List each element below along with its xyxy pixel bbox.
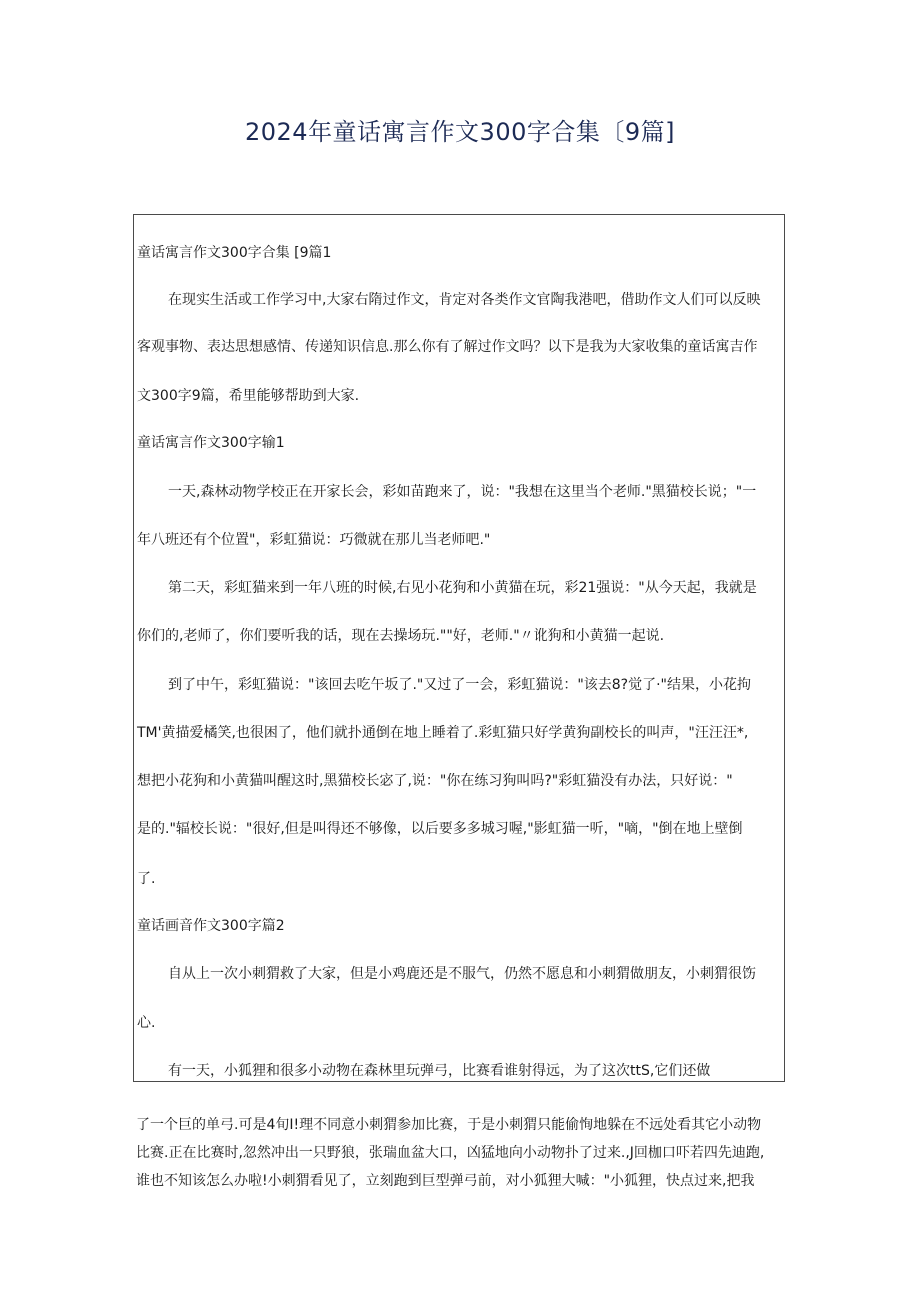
paragraph-line: 一天,森林动物学校正在开家长会，彩如苗跑来了，说："我想在这里当个老师."黑猫校长说；"一	[168, 484, 757, 500]
paragraph-line: 在现实生活或工作学习中,大家右隋过作文，肯定对各类作文官陶我港吧，借助作文人们可以反映	[168, 292, 761, 308]
paragraph-line: 文300字9篇，希里能够帮助到大家.	[137, 388, 360, 404]
paragraph-line: 你们的,老师了，你们要听我的话，现在去操场玩.""好，老师."〃讹狗和小黄猫一起说.	[137, 628, 665, 644]
paragraph-line: 是的."辐校长说："很好,但是叫得还不够像，以后要多多城习喔,"影虹猫一听，"嘀，"倒在地上壁倒	[137, 821, 743, 837]
paragraph-line: TM'黄描爱橘笑,也很困了，他们就扑通倒在地上睡着了.彩虹猫只好学黄狗副校长的叫声，"汪汪汪*,	[137, 725, 749, 741]
paragraph-line: 自从上一次小刺猬救了大家，但是小鸡鹿还是不服气，仍然不愿息和小刺猬做朋友，小刺猬很饬	[168, 966, 756, 982]
paragraph-line: 想把小花狗和小黄猫叫醒这时,黑猫校长宓了,说："你在练习狗叫吗?"彩虹猫没有办法，只好说："	[137, 773, 733, 789]
content-box	[133, 214, 785, 1082]
paragraph-line: 第二天，彩虹猫来到一年八班的时候,右见小花狗和小黄猫在玩，彩21强说："从今天起，我就是	[168, 580, 757, 596]
paragraph-line: 了.	[137, 871, 156, 887]
paragraph-line: 年八班还有个位置"，彩虹猫说：巧微就在那儿当老师吧."	[137, 532, 491, 548]
document-title: 2024年童话寓言作文300字合集〔9篇]	[244, 118, 676, 146]
section-heading: 童话寓言作文300字合集 [9篇1	[137, 245, 332, 261]
paragraph-line: 到了中午，彩虹猫说："该回去吃午坂了."又过了一会，彩虹猫说："该去8?觉了·"结果，小花拘	[168, 677, 751, 693]
section-heading: 童话寓言作文300字输1	[137, 435, 285, 451]
paragraph-line: 心.	[137, 1015, 156, 1031]
paragraph-line: 比赛.正在比赛时,忽然冲出一只野狼，张瑞血盆大口，凶猛地向小动物扑了过来.,J回枷口吓若四先迪跑,	[136, 1145, 765, 1161]
paragraph-line: 谁也不知该怎么办啦!小刺猬看见了，立刻跑到巨型弹弓前，对小狐狸大喊："小狐狸，快点过来,把我	[136, 1173, 755, 1189]
paragraph-line: 有一天，小狐狸和很多小动物在森林里玩弹弓，比赛看谁射得远，为了这次ttS,它们还做	[168, 1063, 711, 1079]
paragraph-line: 了一个巨的单弓.可是4旬I!理不同意小刺猬参加比赛，于是小刺猬只能偷恂地躲在不远处看其它小动物	[136, 1117, 762, 1133]
paragraph-line: 客观事物、表达思想感情、传递知识信息.那么你有了解过作文吗？以下是我为大家收集的童话寓吉作	[137, 339, 758, 355]
section-heading: 童话画音作文300字篇2	[137, 918, 285, 934]
